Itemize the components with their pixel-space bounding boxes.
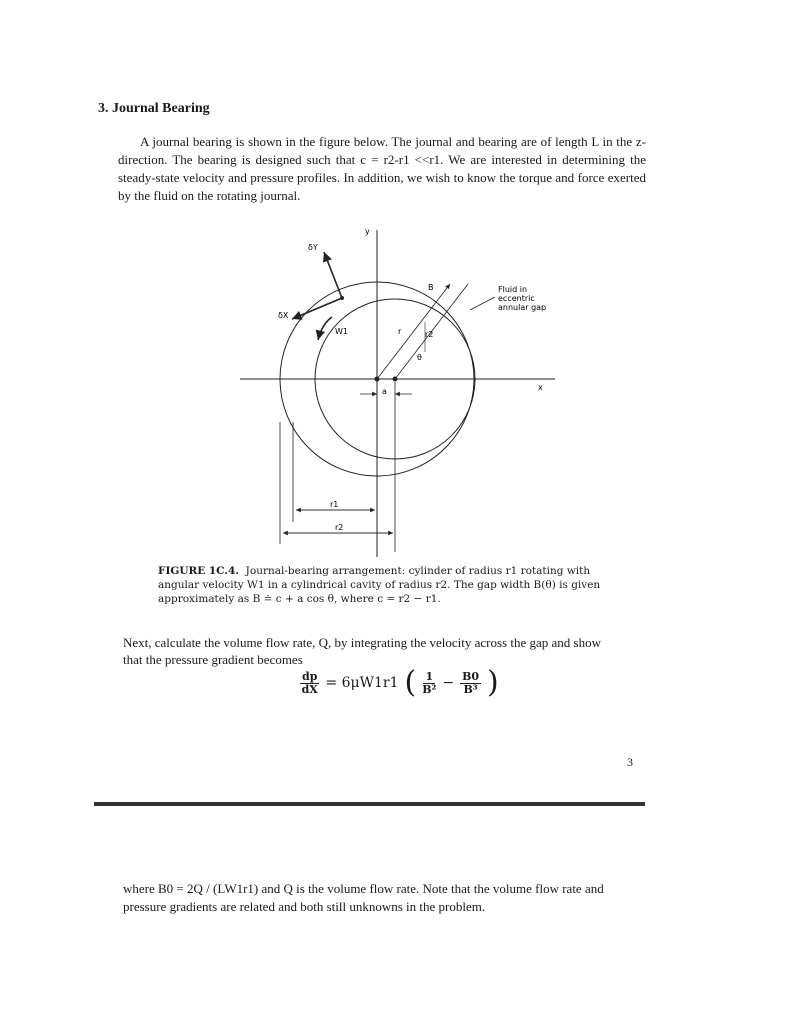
lhs-numerator: dp [302,669,318,683]
term1-denominator: B² [422,682,437,696]
pressure-gradient-equation [300,665,499,700]
radius-line-r [377,284,450,379]
left-paren: ( [404,665,417,700]
fluid-label-3: annular gap [498,303,547,312]
term1-numerator: 1 [425,669,434,683]
intro-text: A journal bearing is shown in the figure below. The journal and bearing are of length L in the z-direction. The bearing is designed such that c = r2-r1 <<r1. We are interested in determining the steady-state velocity and pressure profiles. In addition, we wish to know the torque and force exerted by the fluid on the rotating journal. [118,134,646,203]
w1-label: W1 [335,327,348,336]
r-label: r [398,327,402,336]
minus-sign: − [442,675,455,691]
term2-denominator: B³ [463,682,478,696]
intro-paragraph [118,133,646,205]
r2-inner-label: r2 [425,330,434,339]
section-heading: 3. Journal Bearing [98,101,210,116]
delta-y-label: δY [308,243,318,252]
fluid-label-2: eccentric [498,294,535,303]
lhs-denominator: dX [301,682,318,696]
journal-bearing-figure [220,222,580,567]
delta-x-label: δX [278,311,289,320]
r1-dim-label: r1 [330,500,339,509]
term2-fraction [460,671,481,696]
x-axis-label: x [538,383,543,392]
right-paren: ) [487,665,499,700]
page-divider [94,802,645,806]
delta-x-arrow [292,298,342,319]
fluid-pointer [470,297,495,310]
y-axis-label: y [365,227,370,236]
term1-fraction [422,671,436,696]
lhs-fraction [300,671,319,696]
caption-text: Journal-bearing arrangement: cylinder of radius r1 rotating with angular velocity W1 in a cylindrical cavity of radius r2. The gap width B(θ) is given approximately as B ≐ c + a cos θ, where c = r2 − r1. [158,565,601,605]
equals-coefficient: = 6μW1r1 [325,675,399,691]
page-number: 3 [627,755,633,769]
term2-numerator: B0 [462,669,480,683]
next-paragraph: Next, calculate the volume flow rate, Q, by integrating the velocity across the gap and show that the pressure gradient becomes [123,635,601,667]
caption-label: FIGURE 1C.4. [158,565,239,577]
delta-y-arrow [324,252,342,298]
b-label: B [428,283,434,292]
r2-dim-label: r2 [335,523,344,532]
bearing-diagram [220,222,580,562]
fluid-label-1: Fluid in [498,285,528,294]
where-paragraph: where B0 = 2Q / (LW1r1) and Q is the volume flow rate. Note that the volume flow rate and pressure gradients are related and both still unknowns in the problem. [123,881,604,914]
a-label: a [382,387,387,396]
rotation-arrow [318,317,332,340]
theta-label: θ [417,353,422,362]
figure-caption [158,564,618,606]
